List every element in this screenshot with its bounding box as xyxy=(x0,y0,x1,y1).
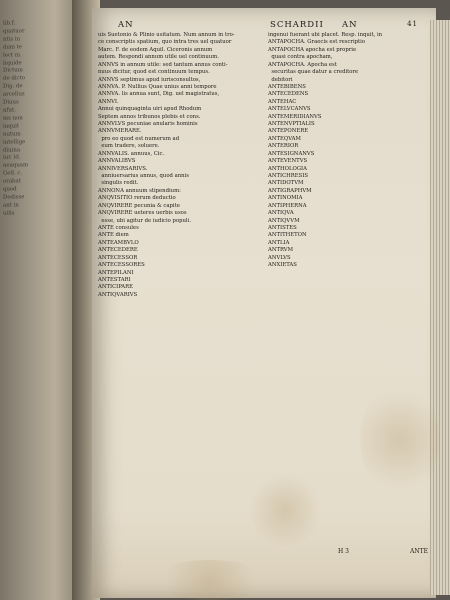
text-line: ANVLVS xyxy=(268,254,293,261)
text-line: ANTHOLOGIA xyxy=(268,165,309,172)
text-line: ANXIETAS xyxy=(268,262,299,269)
text-line: ANTITHETON xyxy=(268,232,309,239)
text-line: ingenui fuerant ubi placet. Resp. inquit, in xyxy=(268,32,383,38)
text-line: ANNVA. lis annua sunt, Dig. uel magistratus, xyxy=(98,91,220,98)
left-page-text xyxy=(3,19,71,218)
left-page-line: lect m. xyxy=(3,51,22,59)
text-line: ANNONA annuum stipendium: xyxy=(98,187,183,194)
left-page-line: liquide xyxy=(3,59,22,67)
left-page-line: ms non xyxy=(3,115,23,122)
left-page xyxy=(0,0,78,600)
text-line: ANTICIPARE xyxy=(98,284,135,291)
text-line: ANTESTARI xyxy=(98,276,133,283)
left-page-line: dum te xyxy=(3,43,23,51)
text-line: ANNVALIBVS xyxy=(98,158,138,165)
left-page-line: lib.f. xyxy=(3,20,16,27)
text-line: ANNVMERARE. xyxy=(98,128,144,135)
text-line: ANTISTES xyxy=(268,224,299,231)
text-line: anniuersarius annus, quod annis xyxy=(98,173,191,180)
text-line: ANTECEDERE xyxy=(98,247,140,254)
text-line: ANTIQVVM xyxy=(268,217,302,224)
text-line: ANTIPHERNA xyxy=(268,202,309,209)
left-page-line: diuina xyxy=(3,146,21,154)
text-line: ANTERIOR xyxy=(268,143,300,150)
text-line: ANTIDOTVM xyxy=(268,180,306,187)
left-page-line: Dig. de xyxy=(3,83,23,90)
text-line: ANTEHAC xyxy=(268,98,299,105)
text-line: ANTE consules xyxy=(98,224,141,231)
text-line: ANTELVCANVS xyxy=(268,106,313,113)
text-line: ANTAPOCHA. Apocha est xyxy=(268,61,339,68)
text-line: quasi contra apocham, xyxy=(268,54,335,61)
text-line: ANTIGRAPHVM xyxy=(268,187,314,194)
left-page-line: ntis in xyxy=(3,36,21,43)
text-line: ce conscriptis spatium, quo intra tres uel quatuor xyxy=(98,39,232,46)
header-left: AN xyxy=(118,20,134,30)
left-page-line: de dicto xyxy=(3,75,25,82)
text-line: securitas quae datur a creditore xyxy=(268,69,360,76)
text-line: ANTINOMIA xyxy=(268,195,305,202)
text-line: ANTEPONERE xyxy=(268,128,310,135)
left-page-line: nfut. xyxy=(3,107,16,114)
text-line: ANTAPOCHA. Graecis est rescriptio xyxy=(268,39,367,46)
left-page-line: quod xyxy=(3,186,17,193)
left-page-line: inquit xyxy=(3,123,20,130)
text-line: ANNVS septimus apud iurisconsultos, xyxy=(98,76,203,83)
catchword: ANTE xyxy=(410,548,428,555)
header-center: SCHARDII xyxy=(270,20,324,30)
text-line: ANTRVM xyxy=(268,247,295,254)
text-line: ANTEAMBVLO xyxy=(98,239,141,246)
text-line: ANTE diem xyxy=(98,232,131,239)
text-line: ANTECESSORES xyxy=(98,262,147,269)
text-line: ANTEVENTVS xyxy=(268,158,309,165)
text-column-right xyxy=(268,32,386,552)
text-line: ANNVLVS pecuniae anularis hominis xyxy=(98,121,198,128)
left-page-line: Gell. c. xyxy=(3,170,23,177)
left-page-line: Diuus xyxy=(3,99,19,106)
text-line: Septem annos tribunos plebis et cons. xyxy=(98,113,201,120)
text-line: ANTESIGNANVS xyxy=(268,150,317,157)
left-page-line: nutum xyxy=(3,130,21,138)
text-line: debitori xyxy=(268,76,295,83)
text-line: ANNVALIS. annuus, Cic. xyxy=(98,150,165,157)
text-line: autem. Respondi annum utile uel continuum. xyxy=(98,54,219,61)
text-line: ANTLIA xyxy=(268,239,292,246)
text-line: ANTAPOCHA apocha est proprie xyxy=(268,46,358,53)
left-page-line: ant in xyxy=(3,202,19,209)
stain xyxy=(150,560,270,600)
text-column-left xyxy=(98,32,235,552)
text-line: pro eo quod est numerum ad xyxy=(98,135,181,142)
text-line: ANNIVERSARIVS. xyxy=(98,165,150,172)
text-line: ANTEBIBENS xyxy=(268,83,308,90)
text-line: nuus dicitur, quod est continuum tempus. xyxy=(98,69,210,76)
text-line: singulis redit. xyxy=(98,180,139,187)
text-line: ANQVIRERE ueteres uerbis usos xyxy=(98,210,187,217)
text-line: Annui quinquaginta uiri apud Rhodum xyxy=(98,106,202,113)
text-line: ANQVIRERE pecunia & capite xyxy=(98,202,182,209)
text-line: ANNVI. xyxy=(98,98,119,105)
text-line: uis Suetonio & Plinio usitatum. Num annum in tro- xyxy=(98,32,235,38)
text-line: Marc. F. de eodem Aquil. Ciceronis annum xyxy=(98,46,213,53)
text-line: ANQVISITIO rerum deductio xyxy=(98,195,178,202)
page-number: 41 xyxy=(407,20,418,28)
page-edge xyxy=(430,20,450,595)
left-page-line: quatuor xyxy=(3,28,25,35)
text-line: ANTECEDENS xyxy=(268,91,310,98)
text-line: ANNVA. P. Nullius Quae unius anni tempore xyxy=(98,83,219,90)
text-line: ANNVS in annum utile: sed tantum annus conti- xyxy=(98,61,228,68)
left-page-line: intellige xyxy=(3,138,26,146)
left-page-line: arcellus xyxy=(3,91,25,98)
left-page-line: neaquam xyxy=(3,162,29,169)
signature-mark: H 3 xyxy=(338,548,349,555)
text-line: ANTIQVARIVS xyxy=(98,291,139,298)
left-page-line: Dedisse xyxy=(3,194,25,201)
text-line: ANTEPILANI xyxy=(98,269,136,276)
left-page-line: iur. id. xyxy=(3,154,21,161)
text-line: ANTENVPTIALIS xyxy=(268,121,317,128)
left-page-line: orabat xyxy=(3,178,21,185)
text-line: esse, ubi agitur de iudicio populi. xyxy=(98,217,192,224)
text-line: ANTICHRESIS xyxy=(268,173,310,180)
text-line: ANTEQVAM xyxy=(268,135,303,142)
text-line: ANTEMERIDIANVS xyxy=(268,113,324,120)
left-page-line: Dictum xyxy=(3,67,23,75)
text-line: ANTECESSOR xyxy=(98,254,139,261)
left-page-line: uilis xyxy=(3,210,15,217)
header-right: AN xyxy=(342,20,358,30)
text-line: eum tradere, soluere. xyxy=(98,143,160,150)
text-line: ANTIQVA xyxy=(268,210,296,217)
